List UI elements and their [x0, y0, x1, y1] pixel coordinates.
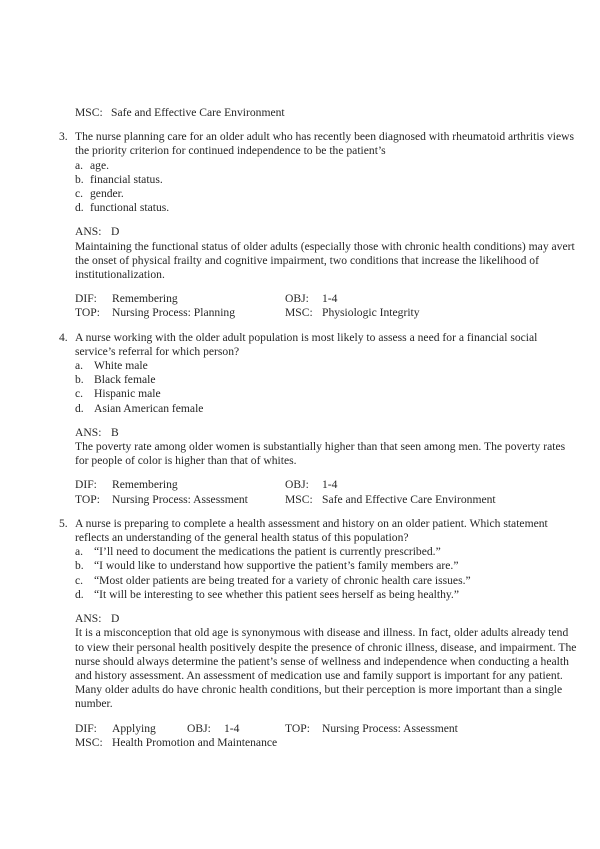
answer-value: D	[111, 225, 120, 239]
dif-value: Remembering	[112, 478, 178, 492]
rationale-text: It is a misconception that old age is synonymous with disease and illness. In fact, older adults already tend to view their personal health positively despite the presence of chronic illness, disease, and impairment. The nurse should always determine the patient’s sense of wellness and independence when conducting a health and history assessment. An assessment of medication use and family support is important for any patient. Many older adults do have chronic health conditions, but their perception is more important than a single number.	[75, 626, 577, 711]
obj-label: OBJ:	[285, 478, 309, 492]
metadata-dif	[75, 722, 187, 736]
option-text: “I’ll need to document the medications the patient is currently prescribed.”	[94, 545, 441, 559]
answer-block	[75, 612, 578, 711]
obj-value: 1-4	[322, 292, 338, 306]
option-letter: a.	[75, 158, 84, 172]
msc-label: MSC:	[75, 735, 103, 749]
top-value: Nursing Process: Assessment	[112, 492, 248, 506]
option-item[interactable]	[75, 545, 578, 559]
metadata-msc	[285, 493, 578, 507]
answer-value: D	[111, 612, 120, 626]
answer-label: ANS:	[75, 225, 102, 239]
metadata-block	[75, 292, 578, 320]
msc-label: MSC:	[285, 492, 313, 506]
dif-label: DIF:	[75, 478, 97, 492]
top-label: TOP:	[285, 721, 310, 735]
metadata-obj	[187, 722, 285, 736]
metadata-dif	[75, 478, 285, 492]
option-item[interactable]	[75, 159, 578, 173]
metadata-block	[75, 478, 578, 506]
top-metadata-line	[75, 106, 578, 120]
msc-value: Physiologic Integrity	[322, 306, 420, 320]
dif-value: Applying	[112, 721, 156, 735]
option-item[interactable]	[75, 173, 578, 187]
question-text: A nurse is preparing to complete a health assessment and history on an older patient. Which statement reflects an understanding of the general health status of this population?	[75, 516, 548, 545]
option-letter: c.	[75, 187, 84, 201]
metadata-row	[75, 478, 578, 492]
obj-label: OBJ:	[285, 292, 309, 306]
answer-line	[75, 225, 578, 239]
metadata-top	[285, 722, 578, 736]
answer-line	[75, 426, 578, 440]
option-item[interactable]	[75, 387, 578, 401]
option-item[interactable]	[75, 402, 578, 416]
answer-line	[75, 612, 578, 626]
option-letter: c.	[75, 387, 84, 401]
option-letter: d.	[75, 201, 84, 215]
metadata-top	[75, 306, 285, 320]
rationale-text: Maintaining the functional status of older adults (especially those with chronic health conditions) may avert the onset of physical frailty and cognitive impairment, two conditions that increase the likelihood of institutionalization.	[75, 239, 575, 282]
option-text: functional status.	[90, 201, 170, 215]
dif-value: Remembering	[112, 292, 178, 306]
metadata-row	[75, 493, 578, 507]
metadata-row	[75, 292, 578, 306]
option-letter: c.	[75, 573, 84, 587]
metadata-msc	[75, 736, 578, 750]
option-item[interactable]	[75, 201, 578, 215]
question-number: 4.	[59, 330, 68, 344]
metadata-msc	[285, 306, 578, 320]
top-label: TOP:	[75, 492, 100, 506]
option-text: age.	[90, 158, 109, 172]
option-letter: b.	[75, 373, 84, 387]
option-letter: d.	[75, 587, 84, 601]
question-heading	[58, 517, 578, 545]
option-item[interactable]	[75, 187, 578, 201]
top-value: Nursing Process: Planning	[112, 306, 236, 320]
metadata-row	[75, 736, 578, 750]
question-block-5	[58, 517, 578, 750]
answer-block	[75, 426, 578, 469]
question-block-3	[58, 130, 578, 320]
option-list	[58, 359, 578, 416]
top-value: Nursing Process: Assessment	[322, 721, 458, 735]
msc-value: Health Promotion and Maintenance	[112, 735, 278, 749]
msc-label: MSC:	[75, 106, 103, 119]
option-letter: d.	[75, 401, 84, 415]
answer-label: ANS:	[75, 425, 102, 439]
question-text: The nurse planning care for an older adult who has recently been diagnosed with rheumatoid arthritis views the priority criterion for continued independence to be the patient’s	[75, 130, 575, 158]
question-number: 3.	[59, 130, 68, 144]
question-heading	[58, 130, 578, 158]
dif-label: DIF:	[75, 721, 97, 735]
option-item[interactable]	[75, 559, 578, 573]
option-letter: a.	[75, 545, 84, 559]
option-item[interactable]	[75, 359, 578, 373]
msc-value: Safe and Effective Care Environment	[322, 492, 496, 506]
answer-value: B	[111, 425, 119, 439]
top-label: TOP:	[75, 306, 100, 320]
metadata-obj	[285, 478, 578, 492]
metadata-row	[75, 722, 578, 736]
option-text: gender.	[90, 187, 124, 201]
option-list	[58, 159, 578, 216]
option-list	[58, 545, 578, 602]
option-item[interactable]	[75, 373, 578, 387]
option-text: White male	[94, 359, 148, 373]
answer-label: ANS:	[75, 612, 102, 626]
metadata-row	[75, 306, 578, 320]
option-letter: b.	[75, 559, 84, 573]
option-text: Hispanic male	[94, 387, 161, 401]
metadata-dif	[75, 292, 285, 306]
question-text: A nurse working with the older adult population is most likely to assess a need for a financial social service’s referral for which person?	[75, 330, 538, 358]
option-text: “I would like to understand how supportive the patient’s family members are.”	[94, 559, 459, 573]
rationale-text: The poverty rate among older women is substantially higher than that seen among men. The poverty rates for people of color is higher than that of whites.	[75, 440, 566, 468]
metadata-top	[75, 493, 285, 507]
answer-block	[75, 225, 578, 282]
question-block-4	[58, 331, 578, 507]
question-number: 5.	[59, 516, 68, 530]
option-text: Asian American female	[94, 401, 204, 415]
option-item[interactable]	[75, 588, 578, 602]
obj-value: 1-4	[224, 721, 240, 735]
question-heading	[58, 331, 578, 359]
page-content	[58, 106, 578, 750]
dif-label: DIF:	[75, 292, 97, 306]
option-text: “It will be interesting to see whether this patient sees herself as being healthy.”	[94, 587, 459, 601]
option-text: “Most older patients are being treated for a variety of chronic health care issues.”	[94, 573, 471, 587]
msc-label: MSC:	[285, 306, 313, 320]
option-text: Black female	[94, 373, 156, 387]
option-item[interactable]	[75, 574, 578, 588]
option-letter: b.	[75, 172, 84, 186]
msc-value: Safe and Effective Care Environment	[111, 106, 285, 119]
obj-label: OBJ:	[187, 721, 211, 735]
metadata-obj	[285, 292, 578, 306]
obj-value: 1-4	[322, 478, 338, 492]
metadata-block	[75, 722, 578, 750]
option-letter: a.	[75, 359, 84, 373]
option-text: financial status.	[90, 172, 163, 186]
